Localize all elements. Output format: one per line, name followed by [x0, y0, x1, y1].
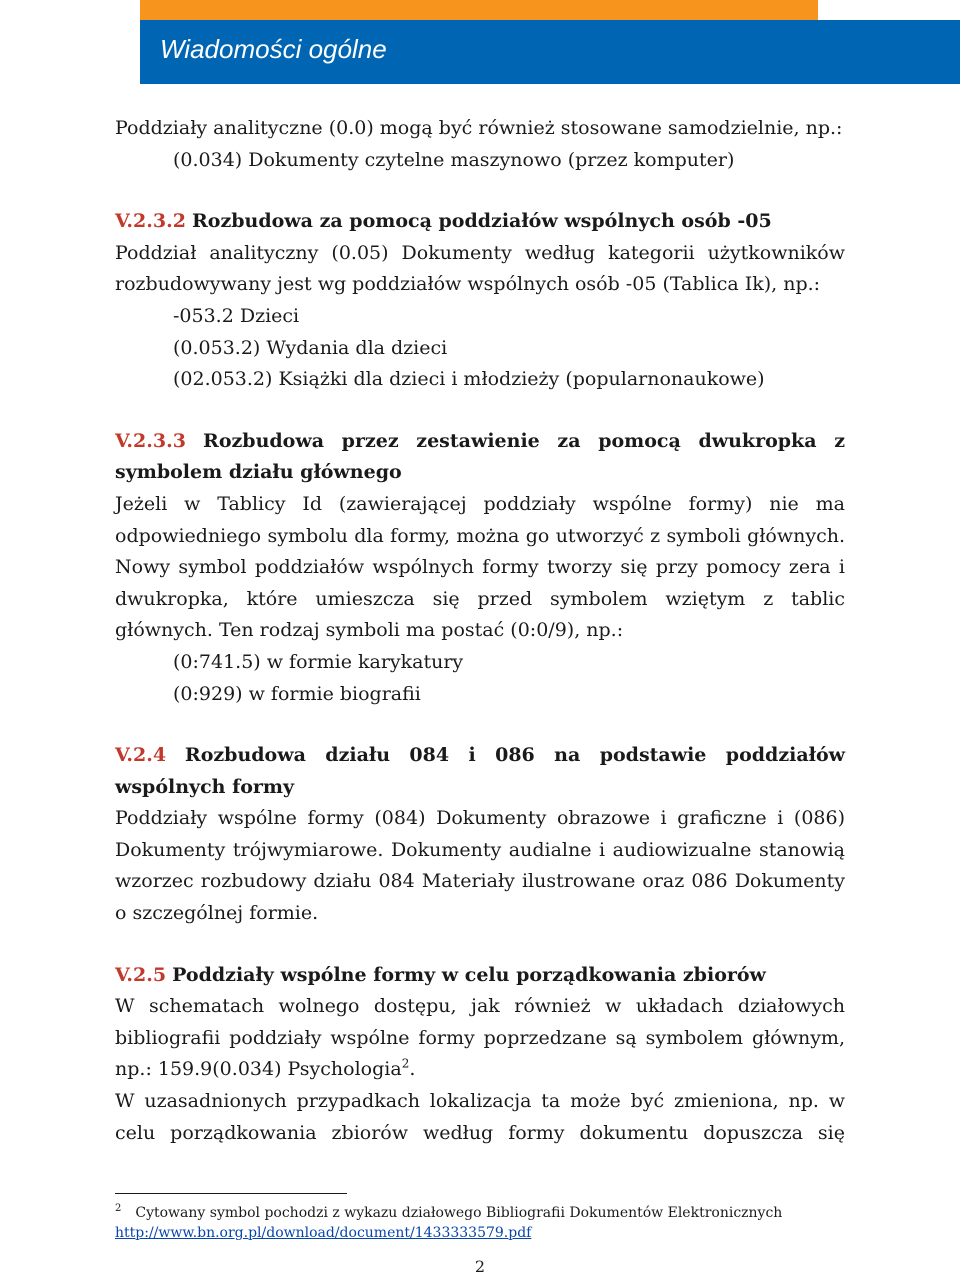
section-body: Poddział analityczny (0.05) Dokumenty według kategorii użytkowników rozbudowywany jest wg poddziałów wspólnych osób -05 (Tablica Ik), np.: [115, 241, 845, 296]
footnote-text: Cytowany symbol pochodzi z wykazu działowego Bibliografii Dokumentów Elektronicznych [135, 1205, 783, 1221]
header-accent-bar [140, 0, 818, 20]
page-body [115, 113, 845, 1149]
footnote-link[interactable]: http://www.bn.org.pl/download/document/1433333579.pdf [115, 1225, 532, 1241]
section-number: V.2.3.2 [115, 210, 186, 233]
example-line: -053.2 Dzieci [173, 304, 300, 327]
section-body: Jeżeli w Tablicy Id (zawierającej poddziały wspólne formy) nie ma odpowiedniego symbolu dla formy, można go utworzyć z symboli głównych. Nowy symbol poddziałów wspólnych formy tworzy się przy pomocy zera i dwukropka, które umieszcza się przed symbolem wziętym z tablic głównych. Ten rodzaj symboli ma postać (0:0/9), np.: [115, 492, 845, 642]
section-number: V.2.4 [115, 744, 167, 767]
section-heading-2-3-2 [115, 206, 845, 238]
section-title: Rozbudowa przez zestawienie za pomocą dwukropka z symbolem działu głównego [115, 429, 845, 484]
example-line: (0:929) w formie biografii [173, 682, 421, 705]
section-body: Poddziały wspólne formy (084) Dokumenty obrazowe i graficzne i (086) Dokumenty trójwymiarowe. Dokumenty audialne i audiowizualne stanowią wzorzec rozbudowy działu 084 Materiały ilustrowane oraz 086 Dokumenty o szczególnej formie. [115, 807, 845, 925]
page-number: 2 [474, 1257, 486, 1276]
section-number: V.2.5 [115, 963, 167, 986]
example-line: (0.053.2) Wydania dla dzieci [173, 336, 448, 359]
intro-example: (0.034) Dokumenty czytelne maszynowo (przez komputer) [173, 148, 735, 171]
section-body-text: W schematach wolnego dostępu, jak również w układach działowych bibliografii poddziały wspólne formy poprzedzane są symbolem głównym, np.: 159.9(0.034) Psychologia [115, 995, 845, 1081]
section-header-title: Wiadomości ogólne [160, 34, 387, 64]
section-body-end: . [409, 1058, 416, 1081]
section-title: Poddziały wspólne formy w celu porządkowania zbiorów [172, 963, 766, 986]
section-heading-2-5 [115, 960, 845, 992]
section-title: Rozbudowa działu 084 i 086 na podstawie poddziałów wspólnych formy [115, 744, 845, 798]
section-body-continued: W uzasadnionych przypadkach lokalizacja ta może być zmieniona, np. w celu porządkowania zbiorów według formy dokumentu dopuszcza się [115, 1090, 845, 1144]
section-heading-2-4 [115, 740, 845, 803]
footnote-reference[interactable]: 2 [401, 1057, 410, 1072]
section-body [115, 991, 845, 1086]
footnote-marker: 2 [115, 1203, 122, 1215]
header-bar [140, 20, 960, 84]
example-line: (02.053.2) Książki dla dzieci i młodzieży (popularnonaukowe) [173, 368, 765, 391]
section-number: V.2.3.3 [115, 429, 186, 452]
section-heading-2-3-3 [115, 426, 845, 489]
footnote-divider [115, 1193, 347, 1194]
section-title: Rozbudowa za pomocą poddziałów wspólnych osób -05 [191, 210, 772, 233]
example-line: (0:741.5) w formie karykatury [173, 650, 464, 673]
intro-paragraph: Poddziały analityczne (0.0) mogą być również stosowane samodzielnie, np.: [115, 117, 843, 139]
footnote [115, 1203, 845, 1243]
